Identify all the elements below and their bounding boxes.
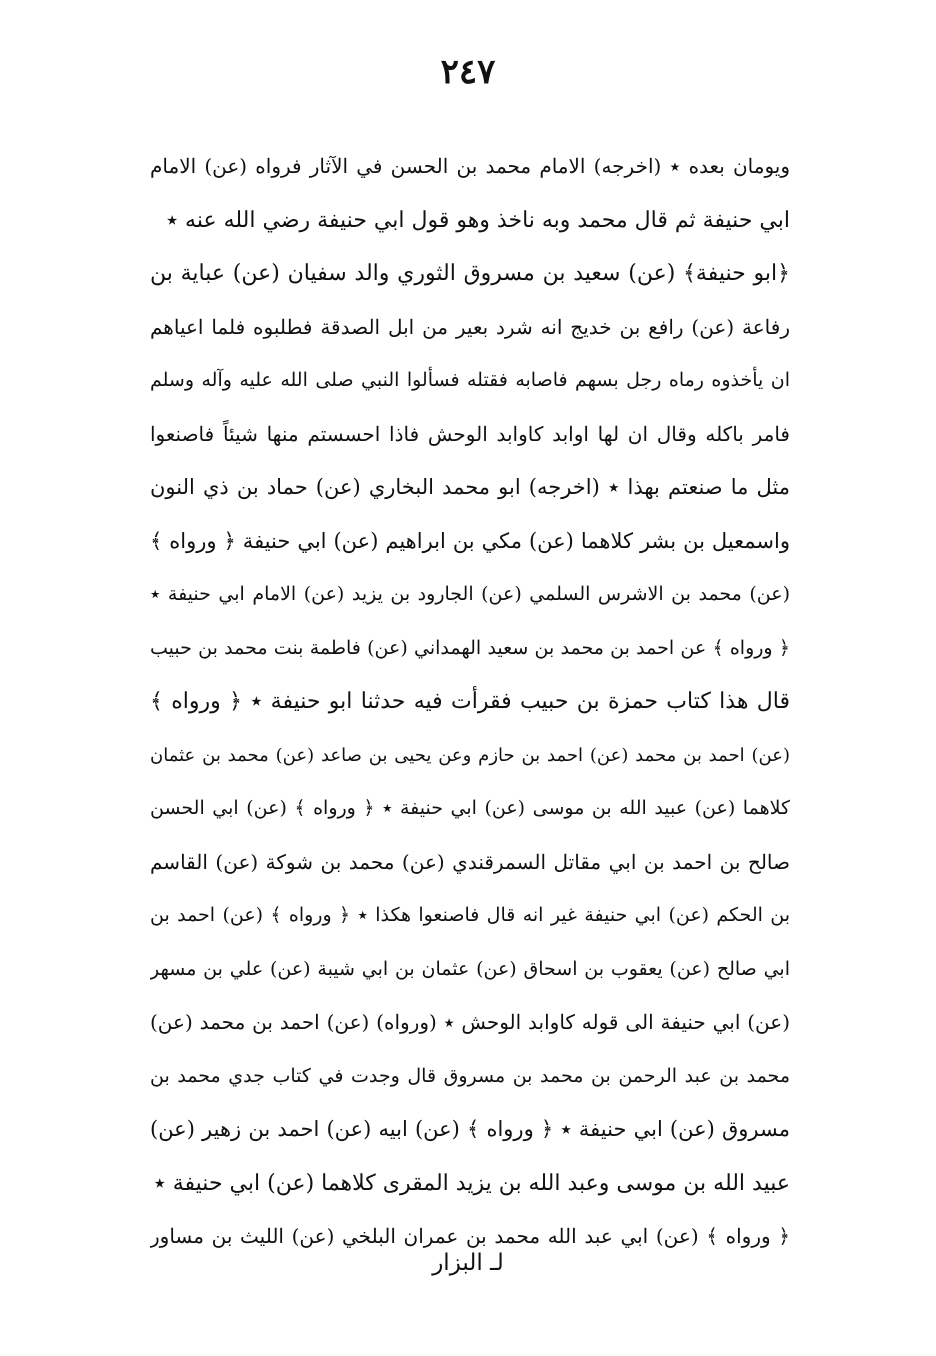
text-line: واسمعيل بن بشر كلاهما (عن) مكي بن ابراهيم (عن) ابي حنيفة ﴿ ورواه ﴾ (150, 528, 790, 553)
footnote: لـ البزار (432, 1250, 504, 1276)
text-line: رفاعة (عن) رافع بن خديج انه شرد بعير من ابل الصدقة فطلبوه فلما اعياهم (150, 314, 790, 339)
text-line: ان يأخذوه رماه رجل بسهم فاصابه فقتله فسألوا النبي صلى الله عليه وآله وسلم (150, 369, 790, 391)
text-line: مثل ما صنعتم بهذا ٭ (اخرجه) ابو محمد البخاري (عن) حماد بن ذي النون (150, 475, 790, 499)
text-line: عبيد الله بن موسى وعبد الله بن يزيد المقرى كلاهما (عن) ابي حنيفة ٭ (153, 1170, 790, 1196)
text-line: فامر باكله وقال ان لها اوابد كاوابد الوحش فاذا احسستم منها شيئاً فاصنعوا (150, 421, 790, 446)
body-text (150, 140, 790, 1264)
text-line: ابي صالح (عن) يعقوب بن اسحاق (عن) عثمان بن ابي شيبة (عن) علي بن مسهر (150, 957, 790, 980)
text-line: ﴿ ورواه ﴾ (عن) ابي عبد الله محمد بن عمران البلخي (عن) الليث بن مساور (150, 1224, 790, 1248)
text-line: مسروق (عن) ابي حنيفة ٭ ﴿ ورواه ﴾ (عن) ابيه (عن) احمد بن زهير (عن) (150, 1117, 790, 1141)
text-line: بن الحكم (عن) ابي حنيفة غير انه قال فاصنعوا هكذا ٭ ﴿ ورواه ﴾ (عن) احمد بن (150, 904, 790, 926)
text-line: صالح بن احمد بن ابي مقاتل السمرقندي (عن) محمد بن شوكة (عن) القاسم (150, 849, 790, 874)
text-line: كلاهما (عن) عبيد الله بن موسى (عن) ابي حنيفة ٭ ﴿ ورواه ﴾ (عن) ابي الحسن (150, 797, 790, 819)
text-line: ﴿ ورواه ﴾ عن احمد بن محمد بن سعيد الهمداني (عن) فاطمة بنت محمد بن حبيب (150, 636, 790, 659)
text-line: ويومان بعده ٭ (اخرجه) الامام محمد بن الحسن في الآثار فرواه (عن) الامام (150, 154, 790, 178)
text-line: قال هذا كتاب حمزة بن حبيب فقرأت فيه حدثنا ابو حنيفة ٭ ﴿ ورواه ﴾ (150, 689, 790, 714)
text-line: (عن) احمد بن محمد (عن) احمد بن حازم وعن يحيى بن صاعد (عن) محمد بن عثمان (150, 744, 790, 766)
text-line: (عن) محمد بن الاشرس السلمي (عن) الجارود بن يزيد (عن) الامام ابي حنيفة ٭ (150, 583, 790, 605)
text-line: ابي حنيفة ثم قال محمد وبه ناخذ وهو قول ابي حنيفة رضي الله عنه ٭ (166, 207, 790, 233)
text-line: (عن) ابي حنيفة الى قوله كاوابد الوحش ٭ (ورواه) (عن) احمد بن محمد (عن) (150, 1010, 790, 1034)
text-line: محمد بن عبد الرحمن بن محمد بن مسروق قال وجدت في كتاب جدي محمد بن (150, 1064, 790, 1087)
page-number: ٢٤٧ (440, 52, 496, 92)
text-line: ﴿ابو حنيفة﴾ (عن) سعيد بن مسروق الثوري والد سفيان (عن) عباية بن (150, 261, 790, 286)
